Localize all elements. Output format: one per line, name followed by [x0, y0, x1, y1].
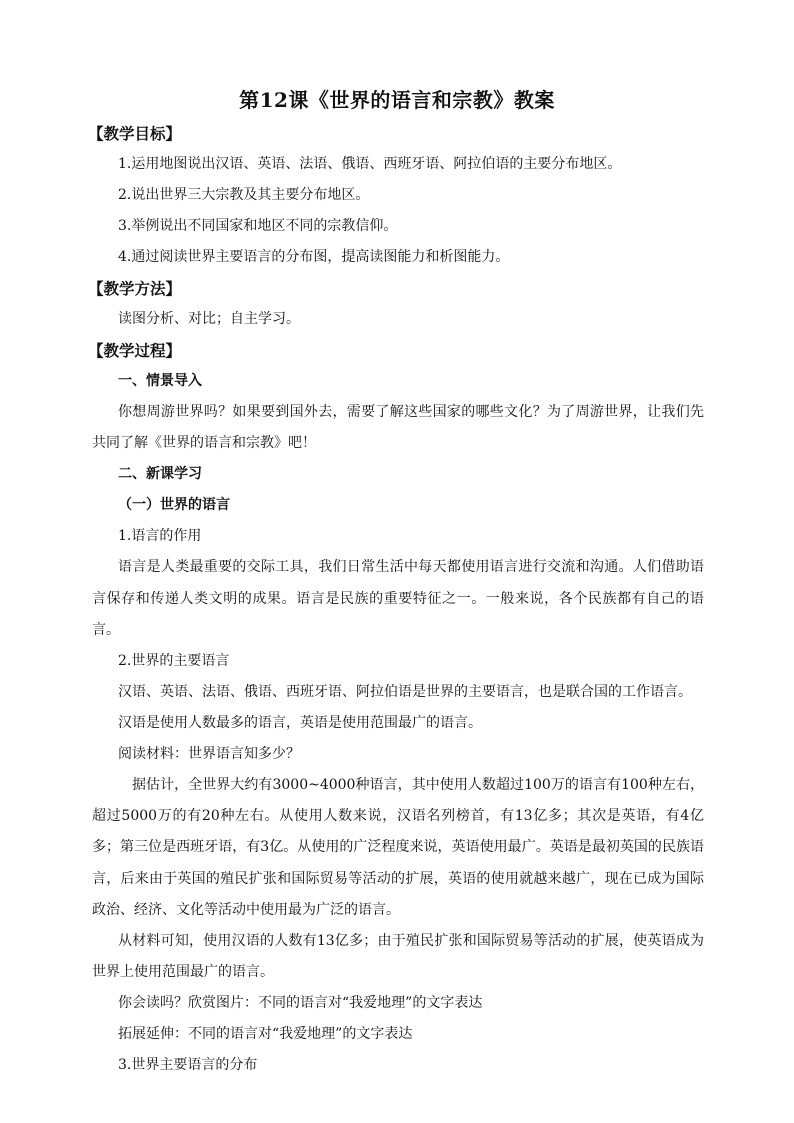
part1-text: 你想周游世界吗？如果要到国外去，需要了解这些国家的哪些文化？为了周游世界，让我们先共同了解《世界的语言和宗教》吧！: [92, 404, 704, 452]
document-body: [88, 118, 704, 1081]
item1-heading: 1.语言的作用: [118, 528, 202, 545]
item2-text1: 汉语、英语、法语、俄语、西班牙语、阿拉伯语是世界的主要语言，也是联合国的工作语言。: [118, 684, 692, 701]
part1-heading: 一、情景导入: [118, 373, 202, 389]
sub1-heading: （一）世界的语言: [118, 497, 230, 514]
conclusion-text: 从材料可知，使用汉语的人数有13亿多；由于殖民扩张和国际贸易等活动的扩展，使英语成为世界上使用范围最广的语言。: [92, 933, 704, 981]
objective-item: 3.举例说出不同国家和地区不同的宗教信仰。: [118, 218, 398, 234]
page-title: 第12课《世界的语言和宗教》教案: [239, 88, 555, 112]
part2-heading: 二、新课学习: [118, 466, 202, 483]
methods-text: 读图分析、对比；自主学习。: [118, 311, 300, 327]
methods-heading: 【教学方法】: [88, 279, 182, 298]
item1-text: 语言是人类最重要的交际工具，我们日常生活中每天都使用语言进行交流和沟通。人们借助语言保存和传递人类文明的成果。语言是民族的重要特征之一。一般来说，各个民族都有自己的语言。: [92, 559, 704, 638]
extend-text: 拓展延伸：不同的语言对“我爱地理”的文字表达: [118, 1026, 413, 1043]
reading-heading: 阅读材料：世界语言知多少？: [118, 746, 300, 763]
process-heading: 【教学过程】: [88, 341, 182, 360]
objective-item: 2.说出世界三大宗教及其主要分布地区。: [118, 187, 370, 203]
objectives-heading: 【教学目标】: [88, 124, 182, 143]
objective-item: 1.运用地图说出汉语、英语、法语、俄语、西班牙语、阿拉伯语的主要分布地区。: [118, 156, 622, 172]
item2-heading: 2.世界的主要语言: [118, 653, 230, 670]
item3-heading: 3.世界主要语言的分布: [118, 1057, 258, 1074]
reading-text: 据估计，全世界大约有3000~4000种语言，其中使用人数超过100万的语言有100种左右，超过5000万的有20种左右。从使用人数来说，汉语名列榜首，有13亿多；其次是英语，有4亿多；第三位是西班牙语，有3亿。从使用的广泛程度来说，英语使用最广。英语是最初英国的民族语言，后来由于英国的殖民扩张和国际贸易等活动的扩展，英语的使用就越来越广，现在已成为国际政治、经济、文化等活动中使用最为广泛的语言。: [92, 777, 704, 918]
item2-text2: 汉语是使用人数最多的语言，英语是使用范围最广的语言。: [118, 715, 482, 732]
appreciate-text: 你会读吗？欣赏图片：不同的语言对“我爱地理”的文字表达: [118, 995, 483, 1012]
objective-item: 4.通过阅读世界主要语言的分布图，提高读图能力和析图能力。: [118, 249, 510, 265]
